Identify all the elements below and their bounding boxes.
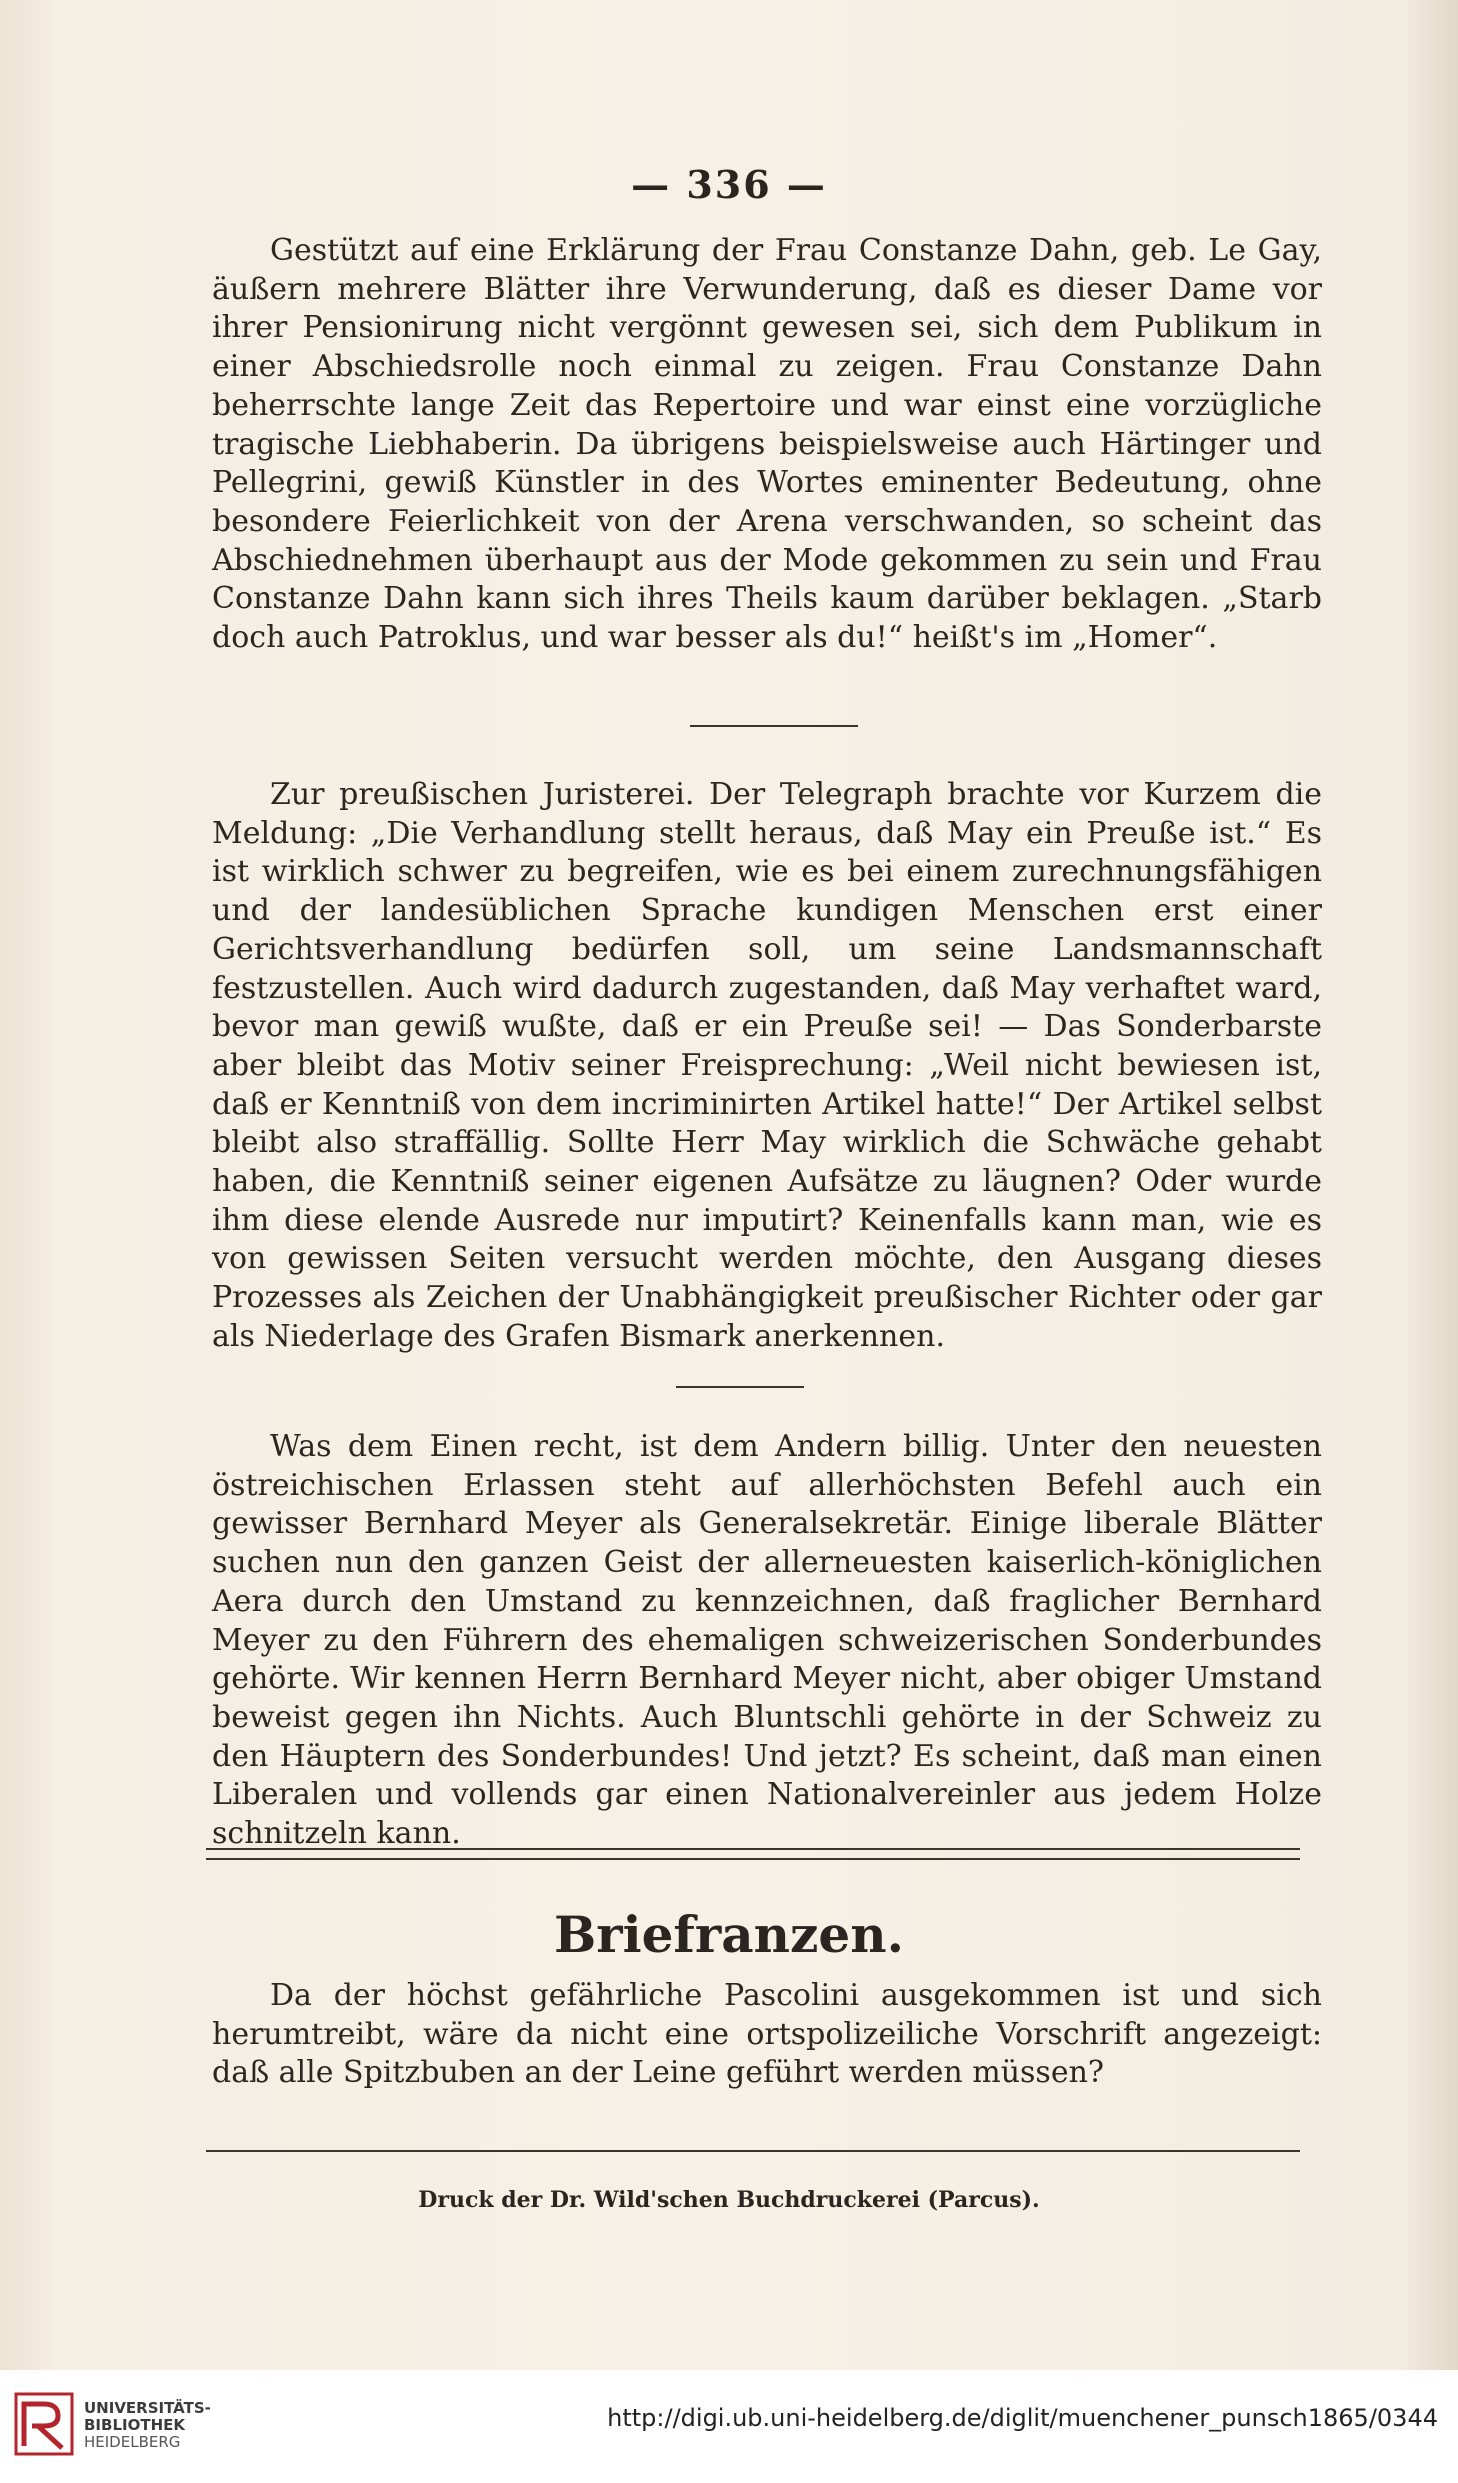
article-celebrity-farewell <box>212 232 1322 658</box>
paragraph: Da der höchst gefährliche Pascolini ausgekommen ist und sich herumtreibt, wäre da nicht eine ortspolizeiliche Vorschrift angezeigt: daß alle Spitzbuben an der Leine geführt werden müssen? <box>212 1978 1322 2091</box>
library-name-line1: UNIVERSITÄTS- <box>84 2399 211 2417</box>
section-divider <box>690 725 858 727</box>
paragraph: Was dem Einen recht, ist dem Andern billig. Unter den neuesten östreichischen Erlassen steht auf allerhöchsten Befehl auch ein gewisser Bernhard Meyer als Generalsekretär. Einige liberale Blätter suchen nun den ganzen Geist der allerneuesten kaiserlich-königlichen Aera durch den Umstand zu kennzeichnen, daß fraglicher Bernhard Meyer zu den Führern des ehemaligen schweizerischen Sonderbundes gehörte. Wir kennen Herrn Bernhard Meyer nicht, aber obiger Umstand beweist gegen ihn Nichts. Auch Bluntschli gehörte in der Schweiz zu den Häuptern des Sonderbundes! Und jetzt? Es scheint, daß man einen Liberalen und vollends gar einen Nationalvereinler aus jedem Holze schnitzeln kann. <box>212 1429 1322 1852</box>
section-title: Briefranzen. <box>554 1905 904 1964</box>
article-briefranzen <box>212 1977 1322 2093</box>
library-name-line3: HEIDELBERG <box>84 2433 181 2451</box>
article-prussian-jurisprudence <box>212 776 1322 1357</box>
paragraph: Gestützt auf eine Erklärung der Frau Constanze Dahn, geb. Le Gay, äußern mehrere Blätter ihre Verwunderung, daß es dieser Dame vor ihrer Pensionirung nicht vergönnt gewesen sei, sich dem Publikum in einer Abschiedsrolle noch einmal zu zeigen. Frau Constanze Dahn beherrschte lange Zeit das Repertoire und war einst eine vorzügliche tragische Liebhaberin. Da übrigens beispielsweise auch Härtinger und Pellegrini, gewiß Künstler in des Wortes eminenter Bedeutung, ohne besondere Feierlichkeit von der Arena verschwanden, so scheint das Abschiednehmen überhaupt aus der Mode gekommen zu sein und Frau Constanze Dahn kann sich ihres Theils kaum darüber beklagen. „Starb doch auch Patroklus, und war besser als du!“ heißt's im „Homer“. <box>212 233 1322 656</box>
library-name[interactable] <box>84 2400 211 2451</box>
library-logo-icon[interactable] <box>14 2392 74 2456</box>
section-divider <box>676 1386 804 1388</box>
printer-imprint: Druck der Dr. Wild'schen Buchdruckerei (Parcus). <box>418 2187 1040 2213</box>
double-rule-divider <box>206 1848 1300 1860</box>
permalink-url[interactable]: http://digi.ub.uni-heidelberg.de/diglit/muenchener_punsch1865/0344 <box>607 2404 1438 2432</box>
paragraph: Zur preußischen Juristerei. Der Telegraph brachte vor Kurzem die Meldung: „Die Verhandlung stellt heraus, daß May ein Preuße ist.“ Es ist wirklich schwer zu begreifen, wie es bei einem zurechnungsfähigen und der landesüblichen Sprache kundigen Menschen erst einer Gerichtsverhandlung bedürfen soll, um seine Landsmannschaft festzustellen. Auch wird dadurch zugestanden, daß May verhaftet ward, bevor man gewiß wußte, daß er ein Preuße sei! — Das Sonderbarste aber bleibt das Motiv seiner Freisprechung: „Weil nicht bewiesen ist, daß er Kenntniß von dem incriminirten Artikel hatte!“ Der Artikel selbst bleibt also straffällig. Sollte Herr May wirklich die Schwäche gehabt haben, die Kenntniß seiner eigenen Aufsätze zu läugnen? Oder wurde ihm diese elende Ausrede nur imputirt? Keinenfalls kann man, wie es von gewissen Seiten versucht werden möchte, den Ausgang dieses Prozesses als Zeichen der Unabhängigkeit preußischer Richter oder gar als Niederlage des Grafen Bismark anerkennen. <box>212 777 1322 1354</box>
library-name-line2: BIBLIOTHEK <box>84 2416 185 2434</box>
article-bernhard-meyer <box>212 1428 1322 1854</box>
bottom-rule <box>206 2150 1300 2152</box>
page-number: — 336 — <box>631 162 827 207</box>
viewer-footer <box>0 2370 1458 2483</box>
